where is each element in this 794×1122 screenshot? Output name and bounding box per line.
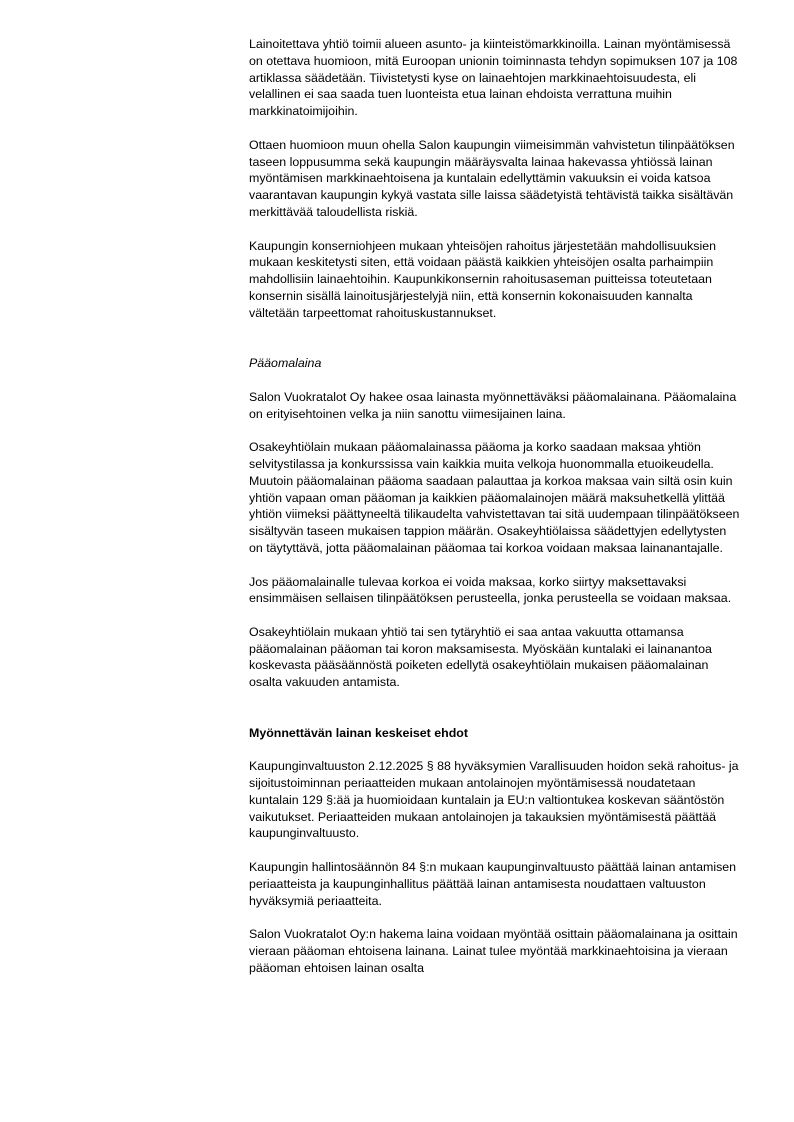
paragraph-risk-assessment: Ottaen huomioon muun ohella Salon kaupungin viimeisimmän vahvistetun tilinpäätöksen taseen loppusumma sekä kaupungin määräysvalta lainaa hakevassa yhtiössä lainan myöntämisen markkinaehtoisena ja kuntalain edellyttämin vakuuksin ei voida katsoa vaarantavan kaupungin kykyä vastata sille laissa säädetyistä tehtävistä taikka sisältävän merkittävää taloudellista riskiä. xyxy=(249,137,735,219)
paragraph-group-financing: Kaupungin konserniohjeen mukaan yhteisöjen rahoitus järjestetään mahdollisuuksien mukaan keskitetysti siten, että voidaan päästä kaikkien yhteisöjen osalta parhaimpiin mahdollisiin lainaehtoihin. Kaupunkikonsernin rahoitusaseman puitteissa toteutetaan konsernin sisällä lainoitusjärjestelyjä niin, että konsernin kokonaisuuden kannalta vältetään tarpeettomat rahoituskustannukset. xyxy=(249,238,717,320)
paragraph-capital-loan-security: Osakeyhtiölain mukaan yhtiö tai sen tytäryhtiö ei saa antaa vakuutta ottamansa pääomalainan pääoman tai koron maksamisesta. Myöskään kuntalaki ei lainanantoa koskevasta pääsäännöstä poiketen edellytä osakeyhtiölain mukaisen pääomalainan osalta vakuuden antamista. xyxy=(249,624,712,690)
paragraph-loan-grant: Salon Vuokratalot Oy:n hakema laina voidaan myöntää osittain pääomalainana ja osittain vieraan pääoman ehtoisena lainana. Lainat tulee myöntää markkinaehtoisina ja vieraan pääoman ehtoisen lainan osalta xyxy=(249,927,738,975)
paragraph-capital-loan-request: Salon Vuokratalot Oy hakee osaa lainasta myönnettäväksi pääomalainana. Pääomalaina on erityisehtoinen velka ja niin sanottu viimesijainen laina. xyxy=(249,389,737,421)
paragraph-administrative-rules: Kaupungin hallintosäännön 84 §:n mukaan kaupunginvaltuusto päättää lainan antamisen periaatteista ja kaupunginhallitus päättää lainan antamisesta noudattaen valtuuston hyväksymiä periaatteita. xyxy=(249,860,737,908)
section-heading-loan-terms: Myönnettävän lainan keskeiset ehdot xyxy=(249,725,468,740)
paragraph-capital-loan-interest: Jos pääomalainalle tulevaa korkoa ei voida maksaa, korko siirtyy maksettavaksi ensimmäisen sellaisen tilinpäätöksen perusteella, jonka perusteella se voidaan maksaa. xyxy=(249,574,732,606)
paragraph-council-principles: Kaupunginvaltuuston 2.12.2025 § 88 hyväksymien Varallisuuden hoidon sekä rahoitus- ja sijoitustoiminnan periaatteiden mukaan antolainojen myöntämisessä noudatetaan kuntalain 129 §:ää ja huomioidaan kuntalain ja EU:n valtiontukea koskevan sääntöstön vaikutukset. Periaatteiden mukaan antolainojen ja takauksien myöntämisestä päättää kaupunginvaltuusto. xyxy=(249,759,739,841)
spacer xyxy=(249,338,743,355)
section-heading-paaomalaina: Pääomalaina xyxy=(249,356,322,371)
document-page xyxy=(249,36,743,993)
paragraph-eu-state-aid: Lainoitettava yhtiö toimii alueen asunto- ja kiinteistömarkkinoilla. Lainan myöntämisessä on otettava huomioon, mitä Euroopan unionin toiminnasta tehdyn sopimuksen 107 ja 108 artiklassa säädetään. Tiivistetysti kyse on lainaehtojen markkinaehtoisuudesta, eli velallinen ei saa saada tuen luonteista etua lainan ehdoista verrattuna muihin markkinatoimijoihin. xyxy=(249,37,738,119)
spacer xyxy=(249,708,743,725)
paragraph-capital-loan-repayment: Osakeyhtiölain mukaan pääomalainassa pääoma ja korko saadaan maksaa yhtiön selvitystilassa ja konkurssissa vain kaikkia muita velkoja huonommalla etuoikeudella. Muutoin pääomalainan pääoma saadaan palauttaa ja korkoa maksaa vain siltä osin kuin yhtiön vapaan oman pääoman ja kaikkien pääomalainojen määrä maksuhetkellä ylittää yhtiön viimeksi päättyneeltä tilikaudelta vahvistettavan tai sitä uudempaan tilinpäätökseen sisältyvän taseen mukaisen tappion määrän. Osakeyhtiölaissa säädettyjen edellytysten on täytyttävä, jotta pääomalainan pääomaa tai korkoa voidaan maksaa lainanantajalle. xyxy=(249,440,740,555)
